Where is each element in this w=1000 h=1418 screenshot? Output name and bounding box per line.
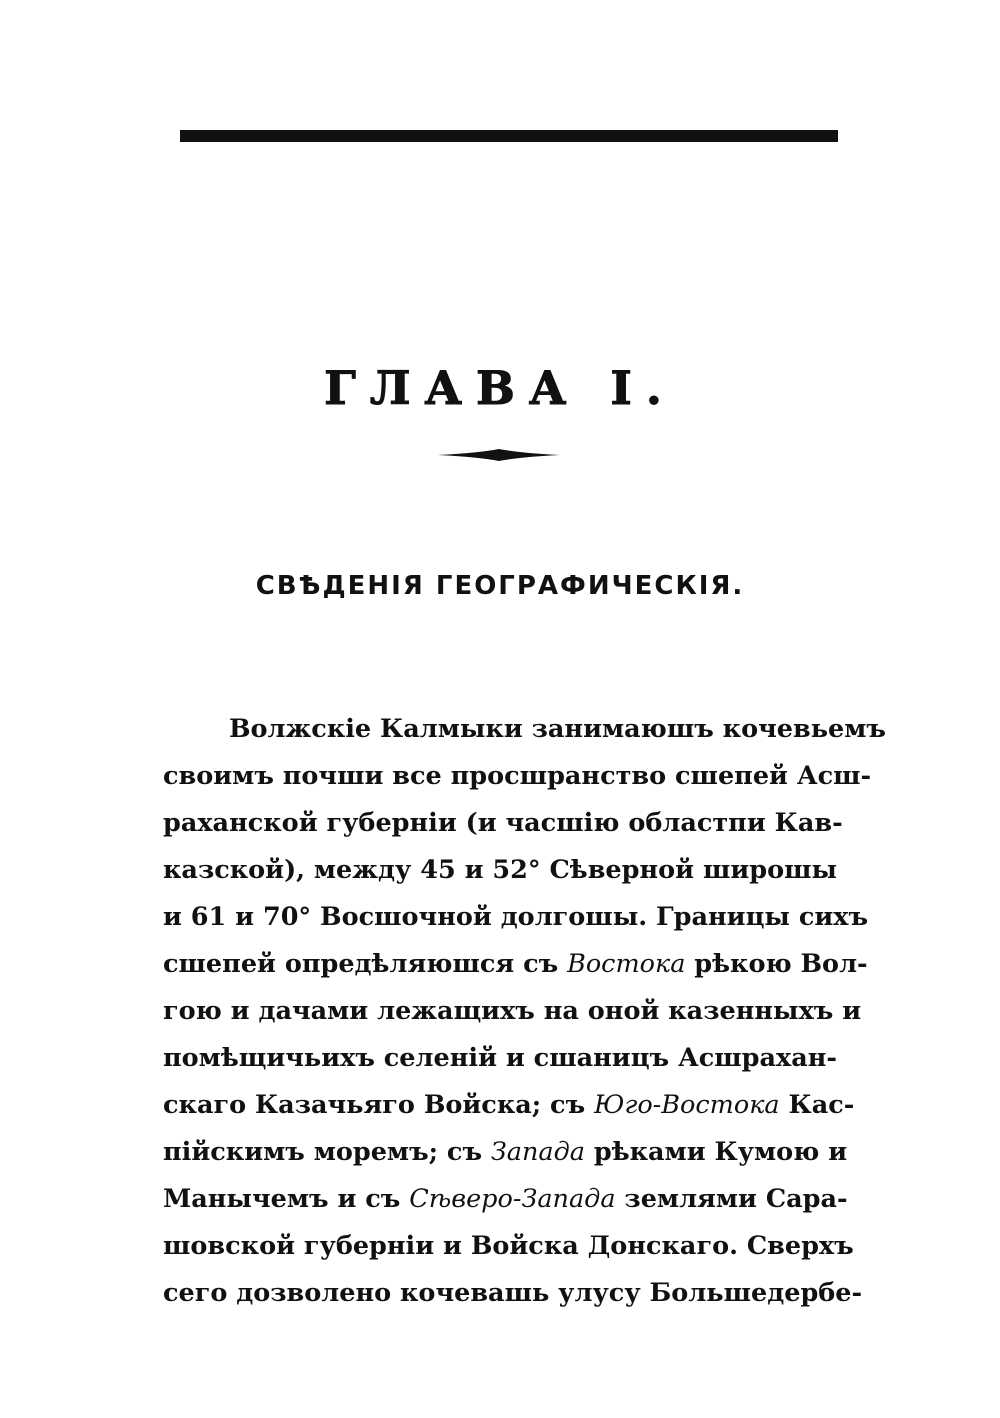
text-segment: раханской губерніи (и часшію областпи Кав- — [163, 808, 843, 838]
text-segment: сшепей опредѣляюшся съ — [163, 949, 568, 979]
ornament-divider — [438, 448, 560, 462]
text-line — [163, 1129, 848, 1176]
text-segment: гою и дачами лежащихъ на оной казенныхъ и — [163, 996, 862, 1026]
italic-text: Запада — [490, 1137, 585, 1167]
text-segment: своимъ почши все просшранство сшепей Асш- — [163, 761, 872, 791]
text-segment: сего дозволено кочевашь улусу Большедербе- — [163, 1278, 863, 1308]
text-segment: землями Сара- — [615, 1184, 848, 1214]
text-segment: пійскимъ моремъ; съ — [163, 1137, 491, 1167]
text-segment: рѣками Кумою и — [584, 1137, 848, 1167]
text-line — [163, 894, 869, 941]
text-line — [163, 988, 862, 1035]
text-segment: казской), между 45 и 52° Сѣверной широшы — [163, 855, 838, 885]
text-segment: рѣкою Вол- — [685, 949, 868, 979]
text-line — [163, 1223, 854, 1270]
text-line — [163, 941, 868, 988]
text-segment: Манычемъ и съ — [163, 1184, 410, 1214]
italic-text: Сѣверо-Запада — [409, 1184, 616, 1214]
text-line — [163, 1270, 863, 1317]
section-title: СВѢДЕНІЯ ГЕОГРАФИЧЕСКІЯ. — [255, 571, 745, 601]
top-double-rule — [180, 130, 838, 142]
text-line — [163, 1082, 855, 1129]
text-segment: шовской губерніи и Войска Донскаго. Сверхъ — [163, 1231, 854, 1261]
text-line — [163, 1176, 848, 1223]
text-segment: Кас- — [779, 1090, 855, 1120]
text-line — [163, 847, 837, 894]
text-line — [163, 800, 843, 847]
text-segment: скаго Казачьяго Войска; съ — [163, 1090, 595, 1120]
chapter-heading: ГЛАВА I. — [324, 361, 676, 415]
italic-text: Востока — [567, 949, 686, 979]
text-segment: Волжскіе Калмыки занимаюшъ кочевьемъ — [229, 714, 886, 744]
text-line — [163, 1035, 837, 1082]
text-segment: и 61 и 70° Восшочной долгошы. Границы сихъ — [163, 902, 869, 932]
body-paragraph — [163, 706, 886, 1317]
text-line — [163, 753, 872, 800]
italic-text: Юго-Востока — [594, 1090, 780, 1120]
text-segment: помѣщичьихъ селеній и сшаницъ Асшрахан- — [163, 1043, 838, 1073]
text-line — [163, 706, 886, 753]
